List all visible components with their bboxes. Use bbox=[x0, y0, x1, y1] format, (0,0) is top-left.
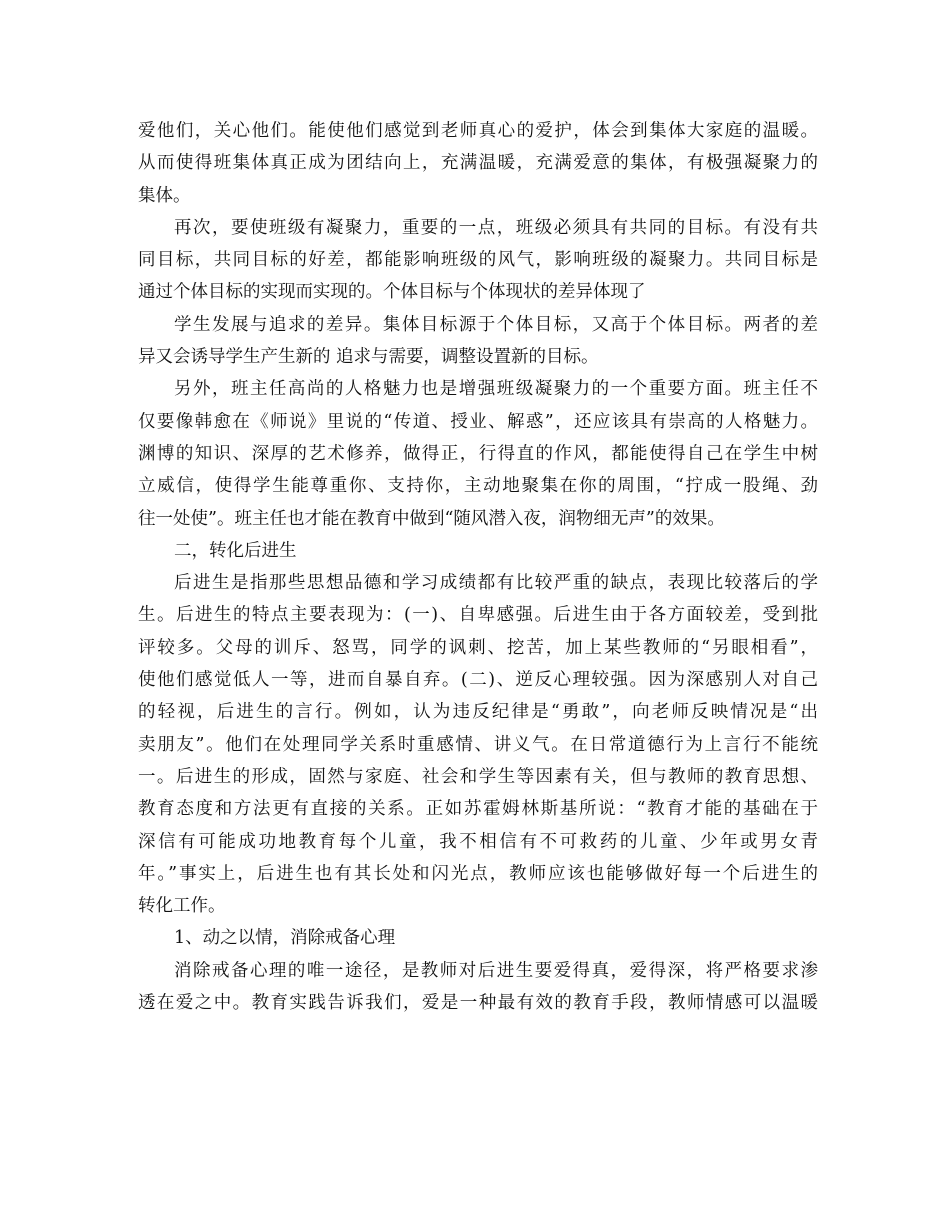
text-line-content: 生。后进生的特点主要表现为：(一)、自卑感强。后进生由于各方面较差，受到批 bbox=[138, 605, 818, 626]
text-line-content: 的轻视，后进生的言行。例如，认为违反纪律是“勇敢”，向老师反映情况是“出 bbox=[138, 702, 818, 723]
text-line bbox=[138, 955, 818, 987]
text-line bbox=[138, 115, 818, 147]
text-line bbox=[138, 406, 818, 438]
text-line-content: 评较多。父母的训斥、怒骂，同学的讽刺、挖苦，加上某些教师的“另眼相看”， bbox=[138, 637, 818, 658]
text-line-content: 转化工作。 bbox=[138, 896, 226, 917]
text-line bbox=[138, 276, 818, 308]
text-line-content: 后进生是指那些思想品德和学习成绩都有比较严重的缺点，表现比较落后的学 bbox=[174, 573, 818, 594]
text-line-content: 使他们感觉低人一等，进而自暴自弃。(二)、逆反心理较强。因为深感别人对自己 bbox=[138, 670, 818, 691]
text-line-content: 仅要像韩愈在《师说》里说的“传道、授业、解惑”，还应该具有崇高的人格魅力。 bbox=[138, 411, 818, 432]
text-line-content: 1、动之以情，消除戒备心理 bbox=[174, 928, 396, 949]
text-line bbox=[138, 309, 818, 341]
text-line bbox=[138, 567, 818, 599]
text-line-content: 通过个体目标的实现而实现的。个体目标与个体现状的差异体现了 bbox=[138, 282, 646, 303]
text-line-content: 从而使得班集体真正成为团结向上，充满温暖，充满爱意的集体，有极强凝聚力的 bbox=[138, 153, 818, 174]
text-line bbox=[138, 922, 818, 954]
text-line-content: 年。”事实上，后进生也有其长处和闪光点，教师应该也能够做好每一个后进生的 bbox=[138, 863, 818, 884]
text-line-content: 另外，班主任高尚的人格魅力也是增强班级凝聚力的一个重要方面。班主任不 bbox=[174, 379, 818, 400]
text-line bbox=[138, 180, 818, 212]
text-line-content: 再次，要使班级有凝聚力，重要的一点，班级必须具有共同的目标。有没有共 bbox=[174, 217, 818, 238]
text-line bbox=[138, 729, 818, 761]
text-line bbox=[138, 147, 818, 179]
text-line-content: 同目标，共同目标的好差，都能影响班级的风气，影响班级的凝聚力。共同目标是 bbox=[138, 250, 818, 271]
text-line bbox=[138, 535, 818, 567]
text-line-content: 立威信，使得学生能尊重你、支持你，主动地聚集在你的周围，“拧成一股绳、劲 bbox=[138, 476, 818, 497]
text-line bbox=[138, 212, 818, 244]
document-body bbox=[138, 115, 818, 1019]
text-line-content: 教育态度和方法更有直接的关系。正如苏霍姆林斯基所说：“教育才能的基础在于 bbox=[138, 799, 818, 820]
text-line bbox=[138, 890, 818, 922]
text-line bbox=[138, 987, 818, 1019]
text-line-content: 一。后进生的形成，固然与家庭、社会和学生等因素有关，但与教师的教育思想、 bbox=[138, 766, 818, 787]
text-line bbox=[138, 632, 818, 664]
text-line bbox=[138, 341, 818, 373]
text-line-content: 深信有可能成功地教育每个儿童，我不相信有不可救药的儿童、少年或男女青 bbox=[138, 831, 818, 852]
text-line-content: 卖朋友”。他们在处理同学关系时重感情、讲义气。在日常道德行为上言行不能统 bbox=[138, 734, 818, 755]
text-line-content: 学生发展与追求的差异。集体目标源于个体目标，又高于个体目标。两者的差 bbox=[174, 314, 818, 335]
text-line bbox=[138, 664, 818, 696]
text-line bbox=[138, 438, 818, 470]
text-line-content: 消除戒备心理的唯一途径，是教师对后进生要爱得真，爱得深，将严格要求渗 bbox=[174, 960, 818, 981]
text-line-content: 异又会诱导学生产生新的 追求与需要，调整设置新的目标。 bbox=[138, 347, 599, 368]
text-line-content: 透在爱之中。教育实践告诉我们，爱是一种最有效的教育手段，教师情感可以温暖 bbox=[138, 993, 818, 1014]
text-line-content: 集体。 bbox=[138, 185, 191, 206]
text-line bbox=[138, 470, 818, 502]
text-line bbox=[138, 503, 818, 535]
text-line bbox=[138, 761, 818, 793]
text-line bbox=[138, 858, 818, 890]
text-line-content: 渊博的知识、深厚的艺术修养，做得正，行得直的作风，都能使得自己在学生中树 bbox=[138, 443, 818, 464]
text-line bbox=[138, 826, 818, 858]
text-line bbox=[138, 793, 818, 825]
text-line bbox=[138, 696, 818, 728]
text-line-content: 往一处使”。班主任也才能在教育中做到“随风潜入夜，润物细无声”的效果。 bbox=[138, 508, 725, 529]
text-line bbox=[138, 373, 818, 405]
text-line-content: 爱他们，关心他们。能使他们感觉到老师真心的爱护，体会到集体大家庭的温暖。 bbox=[138, 121, 818, 141]
text-line bbox=[138, 599, 818, 631]
text-line-content: 二，转化后进生 bbox=[174, 540, 297, 561]
text-line bbox=[138, 244, 818, 276]
